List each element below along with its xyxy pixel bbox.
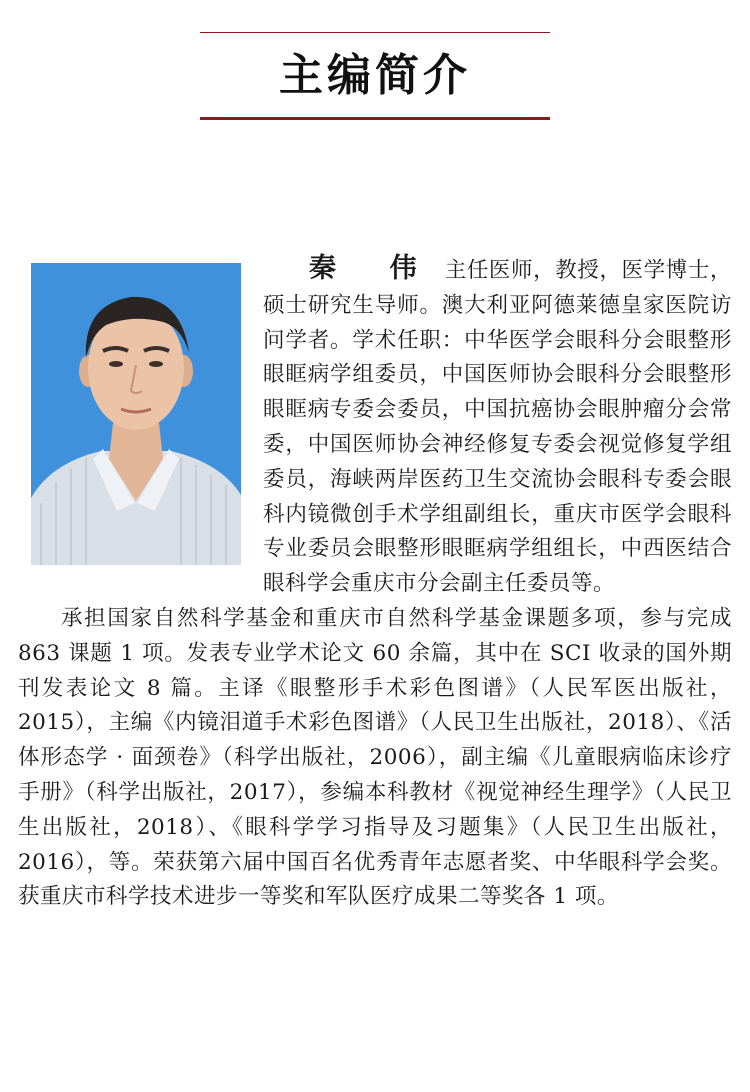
bio-paragraph-2: 承担国家自然科学基金和重庆市自然科学基金课题多项，参与完成 863 课题 1 项。发表专业学术论文 60 余篇，其中在 SCI 收录的国外期刊发表论文 8 篇。主译《眼整形手术彩色图谱》（人民军医出版社，2015），主编《内镜泪道手术彩色图谱》（人民卫生出版社，2018）、《活体形态学 · 面颈卷》（科学出版社，2006），副主编《儿童眼病临床诊疗手册》（科学出版社，2017），参编本科教材《视觉神经生理学》（人民卫生出版社，2018）、《眼科学学习指导及习题集》（人民卫生出版社，2016），等。荣获第六届中国百名优秀青年志愿者奖、中华眼科学会奖。获重庆市科学技术进步一等奖和军队医疗成果二等奖各 1 项。	[18, 605, 732, 910]
bio-paragraph-1-text: 主任医师，教授，医学博士，硕士研究生导师。澳大利亚阿德莱德皇家医院访问学者。学术任职：中华医学会眼科分会眼整形眼眶病学组委员，中国医师协会眼科分会眼整形眼眶病专委会委员，中国抗癌协会眼肿瘤分会常委，中国医师协会神经修复专委会视觉修复学组委员，海峡两岸医药卫生交流协会眼科专委会眼科内镜微创手术学组副组长，重庆市医学会眼科专业委员会眼整形眼眶病学组组长，中西医结合眼科学会重庆市分会副主任委员等。	[263, 258, 732, 597]
author-name: 秦 伟	[309, 253, 439, 284]
title-bottom-rule	[200, 117, 550, 120]
author-bio	[18, 252, 732, 915]
title-top-rule	[200, 32, 550, 33]
page-title: 主编简介	[279, 50, 471, 101]
portrait-wrap-spacer	[18, 252, 263, 591]
